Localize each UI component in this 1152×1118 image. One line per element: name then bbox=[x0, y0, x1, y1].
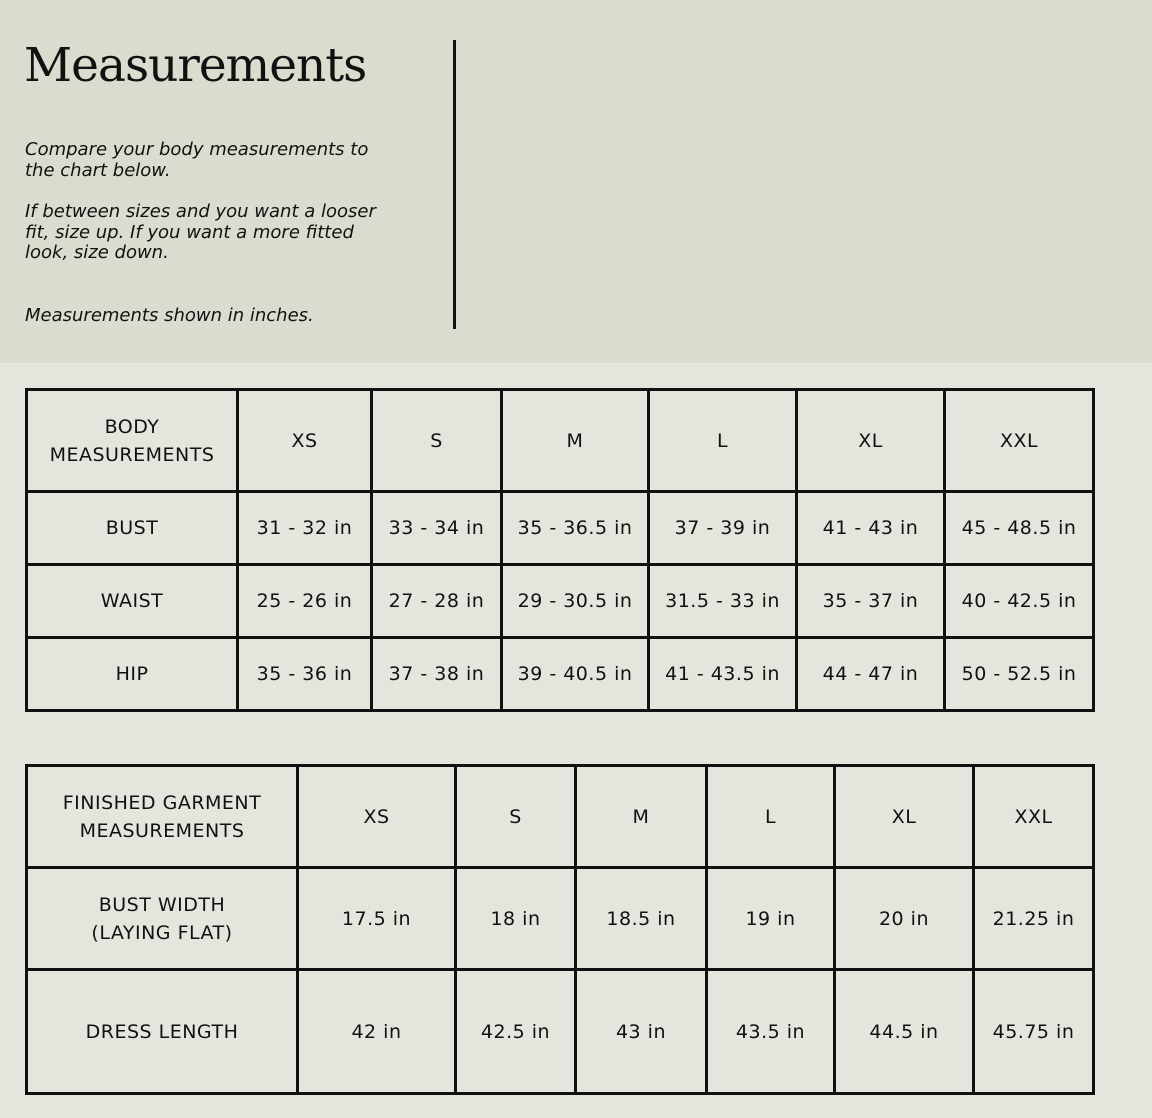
size-header: M bbox=[576, 766, 707, 868]
size-header: L bbox=[649, 390, 797, 492]
compare-note: Compare your body measurements to the chart below. bbox=[25, 139, 369, 181]
body-measurements-table bbox=[25, 388, 1095, 712]
size-header: XXL bbox=[974, 766, 1094, 868]
table-row bbox=[27, 638, 1094, 711]
table-cell: 21.25 in bbox=[974, 868, 1094, 970]
size-header: XXL bbox=[945, 390, 1094, 492]
table-cell: 29 - 30.5 in bbox=[502, 565, 649, 638]
row-label: BUST WIDTH (LAYING FLAT) bbox=[27, 868, 298, 970]
row-label: WAIST bbox=[27, 565, 238, 638]
table-cell: 37 - 39 in bbox=[649, 492, 797, 565]
table-cell: 42.5 in bbox=[456, 970, 576, 1094]
table-cell: 35 - 37 in bbox=[797, 565, 945, 638]
table-cell: 44 - 47 in bbox=[797, 638, 945, 711]
table-cell: 31 - 32 in bbox=[238, 492, 372, 565]
table-cell: 43.5 in bbox=[707, 970, 835, 1094]
table-cell: 27 - 28 in bbox=[372, 565, 502, 638]
row-label: HIP bbox=[27, 638, 238, 711]
row-label: DRESS LENGTH bbox=[27, 970, 298, 1094]
size-header: S bbox=[456, 766, 576, 868]
table-header-row bbox=[27, 766, 1094, 868]
table-header-label: FINISHED GARMENT MEASUREMENTS bbox=[27, 766, 298, 868]
table-cell: 43 in bbox=[576, 970, 707, 1094]
table-cell: 50 - 52.5 in bbox=[945, 638, 1094, 711]
table-cell: 45.75 in bbox=[974, 970, 1094, 1094]
table-cell: 35 - 36 in bbox=[238, 638, 372, 711]
page-title: Measurements bbox=[24, 38, 367, 93]
size-header: S bbox=[372, 390, 502, 492]
table-header-label: BODY MEASUREMENTS bbox=[27, 390, 238, 492]
size-header: XL bbox=[835, 766, 974, 868]
table-cell: 39 - 40.5 in bbox=[502, 638, 649, 711]
table-row bbox=[27, 492, 1094, 565]
table-cell: 42 in bbox=[298, 970, 456, 1094]
table-cell: 45 - 48.5 in bbox=[945, 492, 1094, 565]
units-note: Measurements shown in inches. bbox=[25, 305, 314, 326]
size-header: XL bbox=[797, 390, 945, 492]
garment-measurements-table bbox=[25, 764, 1095, 1095]
fit-advice-note: If between sizes and you want a looser fit, size up. If you want a more fitted look, size down. bbox=[25, 201, 376, 263]
table-row bbox=[27, 970, 1094, 1094]
table-cell: 40 - 42.5 in bbox=[945, 565, 1094, 638]
table-cell: 17.5 in bbox=[298, 868, 456, 970]
table-cell: 18.5 in bbox=[576, 868, 707, 970]
intro-panel bbox=[0, 0, 1152, 363]
size-header: M bbox=[502, 390, 649, 492]
table-cell: 41 - 43.5 in bbox=[649, 638, 797, 711]
table-cell: 25 - 26 in bbox=[238, 565, 372, 638]
size-header: XS bbox=[238, 390, 372, 492]
table-cell: 44.5 in bbox=[835, 970, 974, 1094]
row-label: BUST bbox=[27, 492, 238, 565]
table-cell: 20 in bbox=[835, 868, 974, 970]
vertical-divider bbox=[453, 40, 456, 329]
table-header-row bbox=[27, 390, 1094, 492]
table-cell: 18 in bbox=[456, 868, 576, 970]
table-row bbox=[27, 868, 1094, 970]
table-cell: 19 in bbox=[707, 868, 835, 970]
size-header: XS bbox=[298, 766, 456, 868]
table-cell: 33 - 34 in bbox=[372, 492, 502, 565]
table-row bbox=[27, 565, 1094, 638]
table-cell: 31.5 - 33 in bbox=[649, 565, 797, 638]
size-header: L bbox=[707, 766, 835, 868]
table-cell: 35 - 36.5 in bbox=[502, 492, 649, 565]
table-cell: 41 - 43 in bbox=[797, 492, 945, 565]
table-cell: 37 - 38 in bbox=[372, 638, 502, 711]
